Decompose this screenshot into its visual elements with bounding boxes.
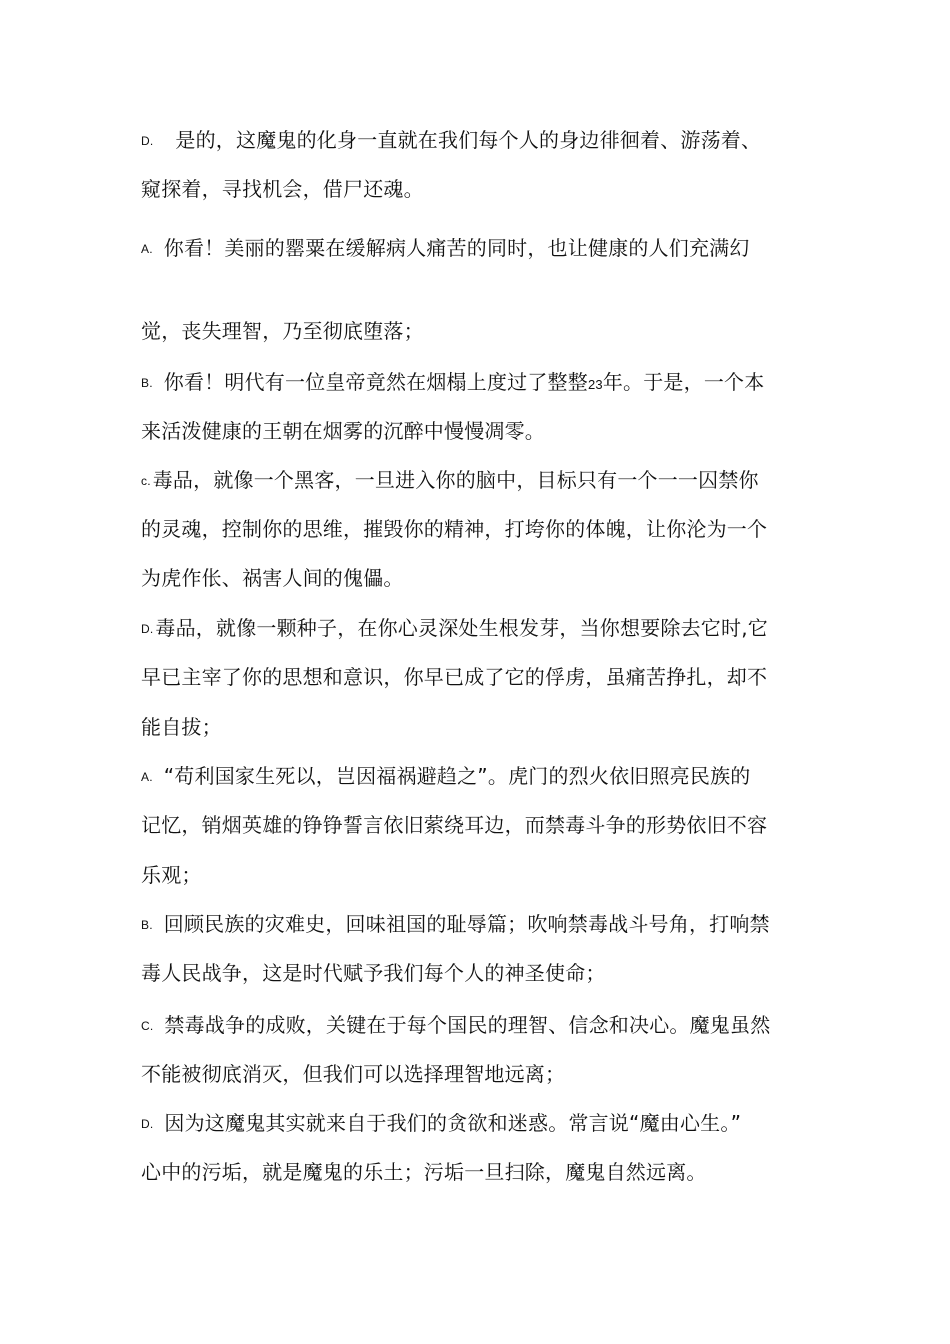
paragraph-b-line-1: [141, 368, 764, 399]
paragraph-b2-line-1: [141, 910, 770, 940]
paragraph-a-line-2: [141, 317, 424, 345]
paragraph-a2-line-2: [141, 811, 767, 839]
paragraph-text: 毒品，就像一个黑客，一旦进入你的脑中，目标只有一个一一囚禁你: [152, 468, 759, 492]
paragraph-d3-line-2: [141, 1158, 707, 1186]
option-marker-a: A.: [141, 769, 153, 784]
paragraph-c2-line-1: [141, 1011, 770, 1041]
paragraph-c-line-1: [141, 466, 759, 496]
option-marker-d: D.: [141, 133, 154, 148]
paragraph-text: 不能被彻底消灭，但我们可以选择理智地远离；: [141, 1062, 566, 1086]
option-marker-b: B.: [141, 375, 153, 390]
paragraph-text: 禁毒战争的成败，关键在于每个国民的理智、信念和决心。魔鬼虽然: [164, 1013, 771, 1037]
paragraph-text: 来活泼健康的王朝在烟雾的沉醉中慢慢凋零。: [141, 419, 545, 443]
paragraph-text: 乐观；: [141, 863, 202, 887]
paragraph-text: 的灵魂，控制你的思维，摧毁你的精神，打垮你的体魄，让你沦为一个: [141, 517, 768, 541]
paragraph-d2-line-1: [141, 614, 768, 644]
paragraph-text: 毒人民战争，这是时代赋予我们每个人的神圣使命；: [141, 961, 606, 985]
paragraph-text: 年。于是，一个本: [602, 370, 765, 394]
paragraph-text: “苟利国家生死以，岂因福祸避趋之”。虎门的烈火依旧照亮民族的: [163, 764, 751, 788]
paragraph-text: 回顾民族的灾难史，回味祖国的耻辱篇；吹响禁毒战斗号角，打响禁: [163, 912, 770, 936]
option-marker-a: A.: [141, 241, 153, 256]
paragraph-b-line-2: [141, 417, 545, 445]
paragraph-text: 早已主宰了你的思想和意识，你早已成了它的俘虏，虽痛苦挣扎，却不: [141, 665, 768, 689]
paragraph-text: 你看！明代有一位皇帝竟然在烟榻上度过了整整: [163, 370, 588, 394]
paragraph-d-line-1: [141, 126, 761, 156]
paragraph-text: 是的，这魔鬼的化身一直就在我们每个人的身边徘徊着、游荡着、: [175, 128, 762, 152]
paragraph-text: 心中的污垢，就是魔鬼的乐土；污垢一旦扫除，魔鬼自然远离。: [141, 1160, 707, 1184]
option-marker-b: B.: [141, 917, 153, 932]
paragraph-text: 你看！美丽的罂粟在缓解病人痛苦的同时，也让健康的人们充满幻: [163, 236, 750, 260]
number-text: 23: [587, 377, 603, 392]
paragraph-d-line-2: [141, 175, 424, 203]
paragraph-a2-line-1: [141, 762, 750, 792]
paragraph-text: 因为这魔鬼其实就来自于我们的贪欲和迷惑。常言说“魔由心生。”: [164, 1111, 742, 1135]
paragraph-c2-line-2: [141, 1060, 565, 1088]
paragraph-c-line-2: [141, 515, 767, 543]
paragraph-text: 为虎作伥、祸害人间的傀儡。: [141, 566, 404, 590]
paragraph-b2-line-2: [141, 959, 606, 987]
paragraph-a-line-1: [141, 234, 750, 264]
paragraph-text: 觉，丧失理智，乃至彻底堕落；: [141, 319, 424, 343]
option-marker-d: D.: [141, 621, 154, 636]
option-marker-c: C.: [141, 1018, 154, 1033]
paragraph-d3-line-1: [141, 1109, 741, 1139]
paragraph-d2-line-3: [141, 713, 222, 741]
paragraph-a2-line-3: [141, 861, 202, 889]
paragraph-text: 能自拔；: [141, 715, 222, 739]
paragraph-d2-line-2: [141, 663, 767, 691]
option-marker-d: D.: [141, 1116, 154, 1131]
option-marker-c: c.: [141, 473, 151, 488]
paragraph-text: 记忆，销烟英雄的铮铮誓言依旧萦绕耳边，而禁毒斗争的形势依旧不容: [141, 813, 768, 837]
paragraph-text: 窥探着，寻找机会，借尸还魂。: [141, 177, 424, 201]
paragraph-text: 毒品，就像一颗种子，在你心灵深处生根发芽，当你想要除去它时,它: [155, 616, 768, 640]
paragraph-c-line-3: [141, 564, 404, 592]
